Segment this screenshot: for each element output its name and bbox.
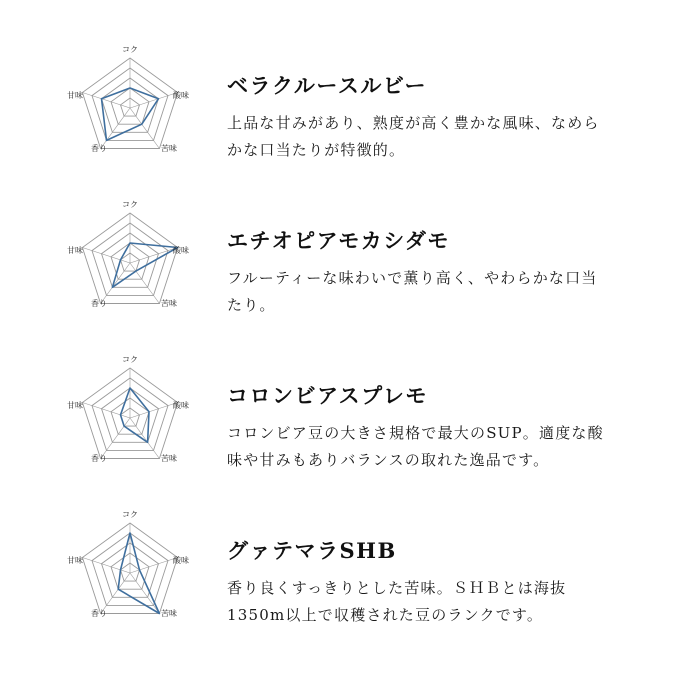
axis-label-nigami: 苦味 — [161, 454, 177, 463]
axis-label-kaori: 香り — [91, 609, 107, 618]
radar-svg — [55, 505, 205, 635]
description-line: 香り良くすっきりとした苦味。ＳＨＢとは海抜 — [227, 579, 567, 597]
coffee-description — [227, 575, 647, 629]
coffee-entry — [0, 40, 700, 190]
taste-radar-chart — [55, 505, 205, 635]
coffee-entry — [0, 505, 700, 655]
taste-radar-chart — [55, 350, 205, 480]
coffee-description — [227, 420, 647, 474]
description-line: フルーティーな味わいで薫り高く、やわらかな口当 — [227, 269, 598, 287]
radar-svg — [55, 350, 205, 480]
axis-label-amami: 甘味 — [67, 401, 83, 410]
coffee-name: ベラクルースルビー — [227, 73, 427, 98]
coffee-description — [227, 110, 647, 164]
description-line: かな口当たりが特徴的。 — [227, 141, 406, 159]
taste-radar-chart — [55, 40, 205, 170]
axis-label-nigami: 苦味 — [161, 609, 177, 618]
coffee-description — [227, 265, 647, 319]
axis-label-nigami: 苦味 — [161, 299, 177, 308]
axis-label-kaori: 香り — [91, 454, 107, 463]
coffee-name: エチオピアモカシダモ — [227, 228, 450, 253]
description-line: 味や甘みもありバランスの取れた逸品です。 — [227, 451, 550, 469]
coffee-name: コロンビアスプレモ — [227, 383, 428, 408]
taste-radar-chart — [55, 195, 205, 325]
axis-label-koku: コク — [122, 510, 138, 519]
axis-label-amami: 甘味 — [67, 246, 83, 255]
description-line: 1350m以上で収穫された豆のランクです。 — [227, 606, 544, 624]
axis-label-sanmi: 酸味 — [173, 401, 189, 410]
axis-label-sanmi: 酸味 — [173, 91, 189, 100]
description-line: 上品な甘みがあり、熟度が高く豊かな風味、なめら — [227, 114, 600, 132]
axis-label-sanmi: 酸味 — [173, 246, 189, 255]
axis-label-amami: 甘味 — [67, 556, 83, 565]
axis-label-koku: コク — [122, 200, 138, 209]
radar-svg — [55, 195, 205, 325]
coffee-name: グァテマラSHB — [227, 538, 397, 563]
coffee-entry — [0, 195, 700, 345]
axis-label-koku: コク — [122, 355, 138, 364]
axis-label-kaori: 香り — [91, 144, 107, 153]
coffee-entry — [0, 350, 700, 500]
axis-label-nigami: 苦味 — [161, 144, 177, 153]
axis-label-sanmi: 酸味 — [173, 556, 189, 565]
description-line: たり。 — [227, 296, 276, 314]
axis-label-amami: 甘味 — [67, 91, 83, 100]
description-line: コロンビア豆の大きさ規格で最大のSUP。適度な酸 — [227, 424, 604, 442]
axis-label-kaori: 香り — [91, 299, 107, 308]
radar-svg — [55, 40, 205, 170]
axis-label-koku: コク — [122, 45, 138, 54]
